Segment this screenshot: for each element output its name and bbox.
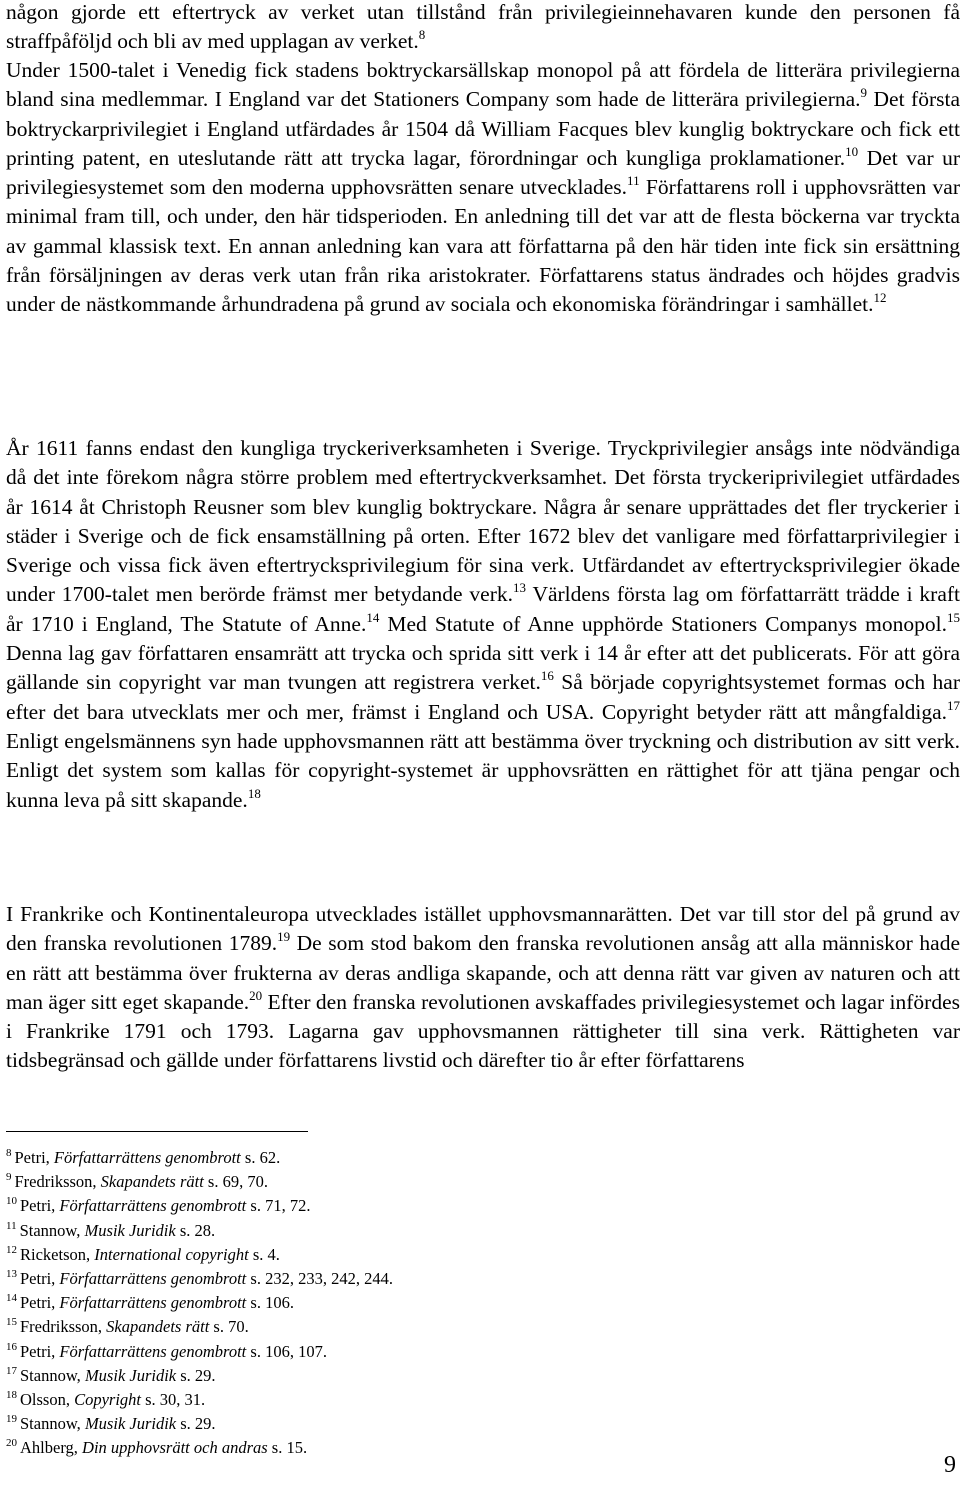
body-paragraph-1: [6, 0, 960, 57]
paragraph-text: Med Statute of Anne upphörde Stationers Companys monopol.: [379, 611, 947, 636]
paragraph-text: Denna lag gav författaren ensamrätt att trycka och sprida sitt verk i 14 år efter att det publicerats. För att göra gällande sin copyright var man tvungen att registrera verket.: [6, 641, 960, 695]
footnote-number: 9: [6, 1171, 12, 1184]
footnote-reference: s. 62.: [240, 1148, 281, 1167]
body-paragraph-4: [6, 900, 960, 1076]
footnote-number: 19: [6, 1413, 17, 1426]
footnote-marker[interactable]: 18: [247, 785, 261, 801]
footnote-number: 8: [6, 1147, 12, 1159]
footnote: [6, 1315, 706, 1339]
footnote-author: Stannow,: [19, 1220, 85, 1240]
footnote: [6, 1194, 706, 1218]
footnote-author: Ricketson,: [20, 1244, 95, 1264]
paragraph-text: Det första boktryckarprivilegiet i England utfärdades år 1504 då William Facques blev kunglig boktryckare och fick ett printing patent, en uteslutande rätt att trycka lagar, förordningar och kungliga proklamationer.: [6, 87, 960, 170]
paragraph-text: De som stod bakom den franska revolutionen ansåg att alla människor hade en rätt att bestämma över frukterna av deras andliga skapande, och att denna rätt var given av naturen och att man äger sitt eget skapande.: [6, 931, 960, 1014]
footnote-reference: s. 4.: [248, 1244, 280, 1264]
footnote-title: Musik Juridik: [84, 1220, 176, 1240]
footnote-title: Skapandets rätt: [100, 1172, 204, 1192]
footnote-title: Din upphovsrätt och andras: [82, 1438, 268, 1458]
footnote-reference: s. 232, 233, 242, 244.: [246, 1269, 393, 1289]
footnote-title: International copyright: [94, 1244, 249, 1264]
paragraph-text: Efter den franska revolutionen avskaffades privilegiesystemet och lagar infördes i Frankrike 1791 och 1793. Lagarna gav upphovsmannen rättigheter till sina verk. Rättigheten var tidsbegränsad och gällde under författarens livstid och därefter tio år efter författarens: [6, 989, 960, 1073]
footnote: [6, 1436, 706, 1460]
footnote-title: Författarrättens genombrott: [53, 1148, 241, 1167]
footnote-number: 10: [6, 1195, 17, 1208]
footnote: [6, 1388, 706, 1412]
footnote-title: Författarrättens genombrott: [59, 1269, 247, 1289]
footnote: [6, 1170, 706, 1194]
body-paragraph-3: [6, 434, 960, 815]
footnote-marker[interactable]: 9: [860, 85, 868, 101]
footnote-reference: s. 69, 70.: [203, 1172, 268, 1192]
footnote-reference: s. 70.: [209, 1317, 249, 1337]
footnote-marker[interactable]: 10: [845, 143, 859, 159]
footnote-marker[interactable]: 17: [947, 697, 960, 713]
footnote: [6, 1291, 706, 1315]
footnote-author: Petri,: [14, 1148, 54, 1167]
footnote-marker[interactable]: 20: [249, 987, 263, 1003]
footnote: [6, 1340, 706, 1364]
footnote-author: Petri,: [20, 1196, 60, 1216]
footnote-separator: [6, 1131, 308, 1132]
footnote-number: 14: [6, 1292, 17, 1305]
footnote-title: Skapandets rätt: [106, 1317, 210, 1337]
footnote-number: 15: [6, 1316, 17, 1329]
footnote-marker[interactable]: 8: [418, 27, 426, 43]
footnote-reference: s. 29.: [176, 1365, 216, 1385]
paragraph-text: Så började copyrightsystemet formas och har efter det bara utvecklats mer och mer, främst i England och USA. Copyright betyder rätt att mångfaldiga.: [6, 670, 960, 724]
footnote-reference: s. 71, 72.: [246, 1196, 311, 1216]
footnote-marker[interactable]: 13: [512, 580, 526, 596]
page-number: 9: [944, 1452, 956, 1478]
footnote-number: 17: [6, 1364, 17, 1377]
footnote-marker[interactable]: 16: [540, 668, 554, 684]
footnote-title: Författarrättens genombrott: [59, 1196, 247, 1216]
footnote: [6, 1146, 706, 1170]
footnote-author: Petri,: [20, 1341, 60, 1361]
footnote-title: Musik Juridik: [84, 1414, 177, 1434]
paragraph-text: Världens första lag om författarrätt trädde i kraft år 1710 i England, The Statute of Anne.: [6, 582, 960, 636]
footnote-author: Stannow,: [20, 1365, 85, 1385]
footnote: [6, 1412, 706, 1436]
footnote: [6, 1243, 706, 1267]
paragraph-text: Författarens roll i upphovsrätten var minimal fram till, och under, den här tidsperioden. En anledning till det var att de flesta böckerna var tryckta av gammal klassisk text. En annan anledning kan vara att författarna på den här tiden inte fick sin ersättning från försäljningen av deras verk utan från rika aristokrater. Författarens status ändrades och höjdes gradvis under de nästkommande århundradena på grund av sociala och ekonomiska förändringar i samhället.: [6, 175, 960, 317]
footnote-reference: s. 106, 107.: [246, 1341, 327, 1361]
footnote-marker[interactable]: 14: [366, 609, 380, 625]
footnote: [6, 1219, 706, 1243]
footnote-marker[interactable]: 19: [277, 929, 291, 945]
footnote-title: Musik Juridik: [84, 1365, 177, 1385]
paragraph-text: någon gjorde ett eftertryck av verket utan tillstånd från privilegieinnehavaren kunde den personen få straffpåföljd och bli av med upplagan av verket.: [6, 0, 960, 54]
paragraph-text: Det var ur privilegiesystemet som den moderna upphovsrätten senare utvecklades.: [6, 145, 960, 200]
footnote: [6, 1364, 706, 1388]
paragraph-text: År 1611 fanns endast den kungliga tryckeriverksamheten i Sverige. Tryckprivilegier ansågs inte nödvändiga då det inte förekom några större problem med eftertryckverksamhet. Det första tryckeriprivilegiet utfärdades år 1614 åt Christoph Reusner som blev kunglig boktryckare. Några år senare upprättades det fler tryckerier i städer i Sverige och de fick ensamställning på orten. Efter 1672 blev det vanligare med författarprivilegier i Sverige och vissa fick även eftertrycksprivilegium för sina verk. Utfärdandet av eftertrycksprivilegier ökade under 1700-talet men berörde främst mer betydande verk.: [6, 436, 960, 607]
footnote-author: Ahlberg,: [20, 1438, 83, 1458]
footnote-number: 13: [6, 1268, 17, 1281]
footnote-marker[interactable]: 11: [627, 173, 640, 189]
footnote-reference: s. 29.: [176, 1414, 216, 1434]
footnote-reference: s. 106.: [246, 1293, 294, 1313]
footnote-author: Fredriksson,: [14, 1172, 101, 1192]
footnote-author: Stannow,: [20, 1414, 85, 1434]
footnote-marker[interactable]: 15: [947, 609, 960, 625]
footnote-number: 12: [6, 1243, 17, 1256]
footnote-number: 16: [6, 1340, 17, 1353]
paragraph-text: I Frankrike och Kontinentaleuropa utvecklades istället upphovsmannarätten. Det var till stor del på grund av den franska revolutionen 1789.: [6, 902, 960, 956]
footnotes-list: [6, 1146, 706, 1461]
body-paragraph-2: [6, 56, 960, 320]
footnote-title: Författarrättens genombrott: [59, 1341, 247, 1361]
footnote-author: Petri,: [20, 1269, 60, 1289]
paragraph-text: Under 1500-talet i Venedig fick stadens boktryckarsällskap monopol på att fördela de litterära privilegierna bland sina medlemmar. I England var det Stationers Company som hade de litterära privilegierna.: [6, 58, 960, 112]
footnote-reference: s. 15.: [267, 1438, 308, 1458]
footnote-author: Petri,: [20, 1293, 60, 1313]
footnote-number: 18: [6, 1389, 17, 1402]
footnote-number: 11: [6, 1219, 17, 1232]
footnote-author: Fredriksson,: [20, 1317, 107, 1337]
footnote-number: 20: [6, 1437, 17, 1450]
footnote-title: Författarrättens genombrott: [59, 1293, 247, 1313]
footnote-reference: s. 30, 31.: [141, 1390, 206, 1410]
footnote-author: Olsson,: [20, 1390, 75, 1410]
footnote-reference: s. 28.: [175, 1220, 216, 1240]
footnote: [6, 1267, 706, 1291]
paragraph-text: Enligt engelsmännens syn hade upphovsmannen rätt att bestämma över tryckning och distribution av sitt verk. Enligt det system som kallas för copyright-systemet är upphovsrätten en rättighet för att tjäna pengar och kunna leva på sitt skapande.: [6, 728, 960, 812]
footnote-marker[interactable]: 12: [873, 290, 887, 306]
footnote-title: Copyright: [74, 1390, 142, 1410]
